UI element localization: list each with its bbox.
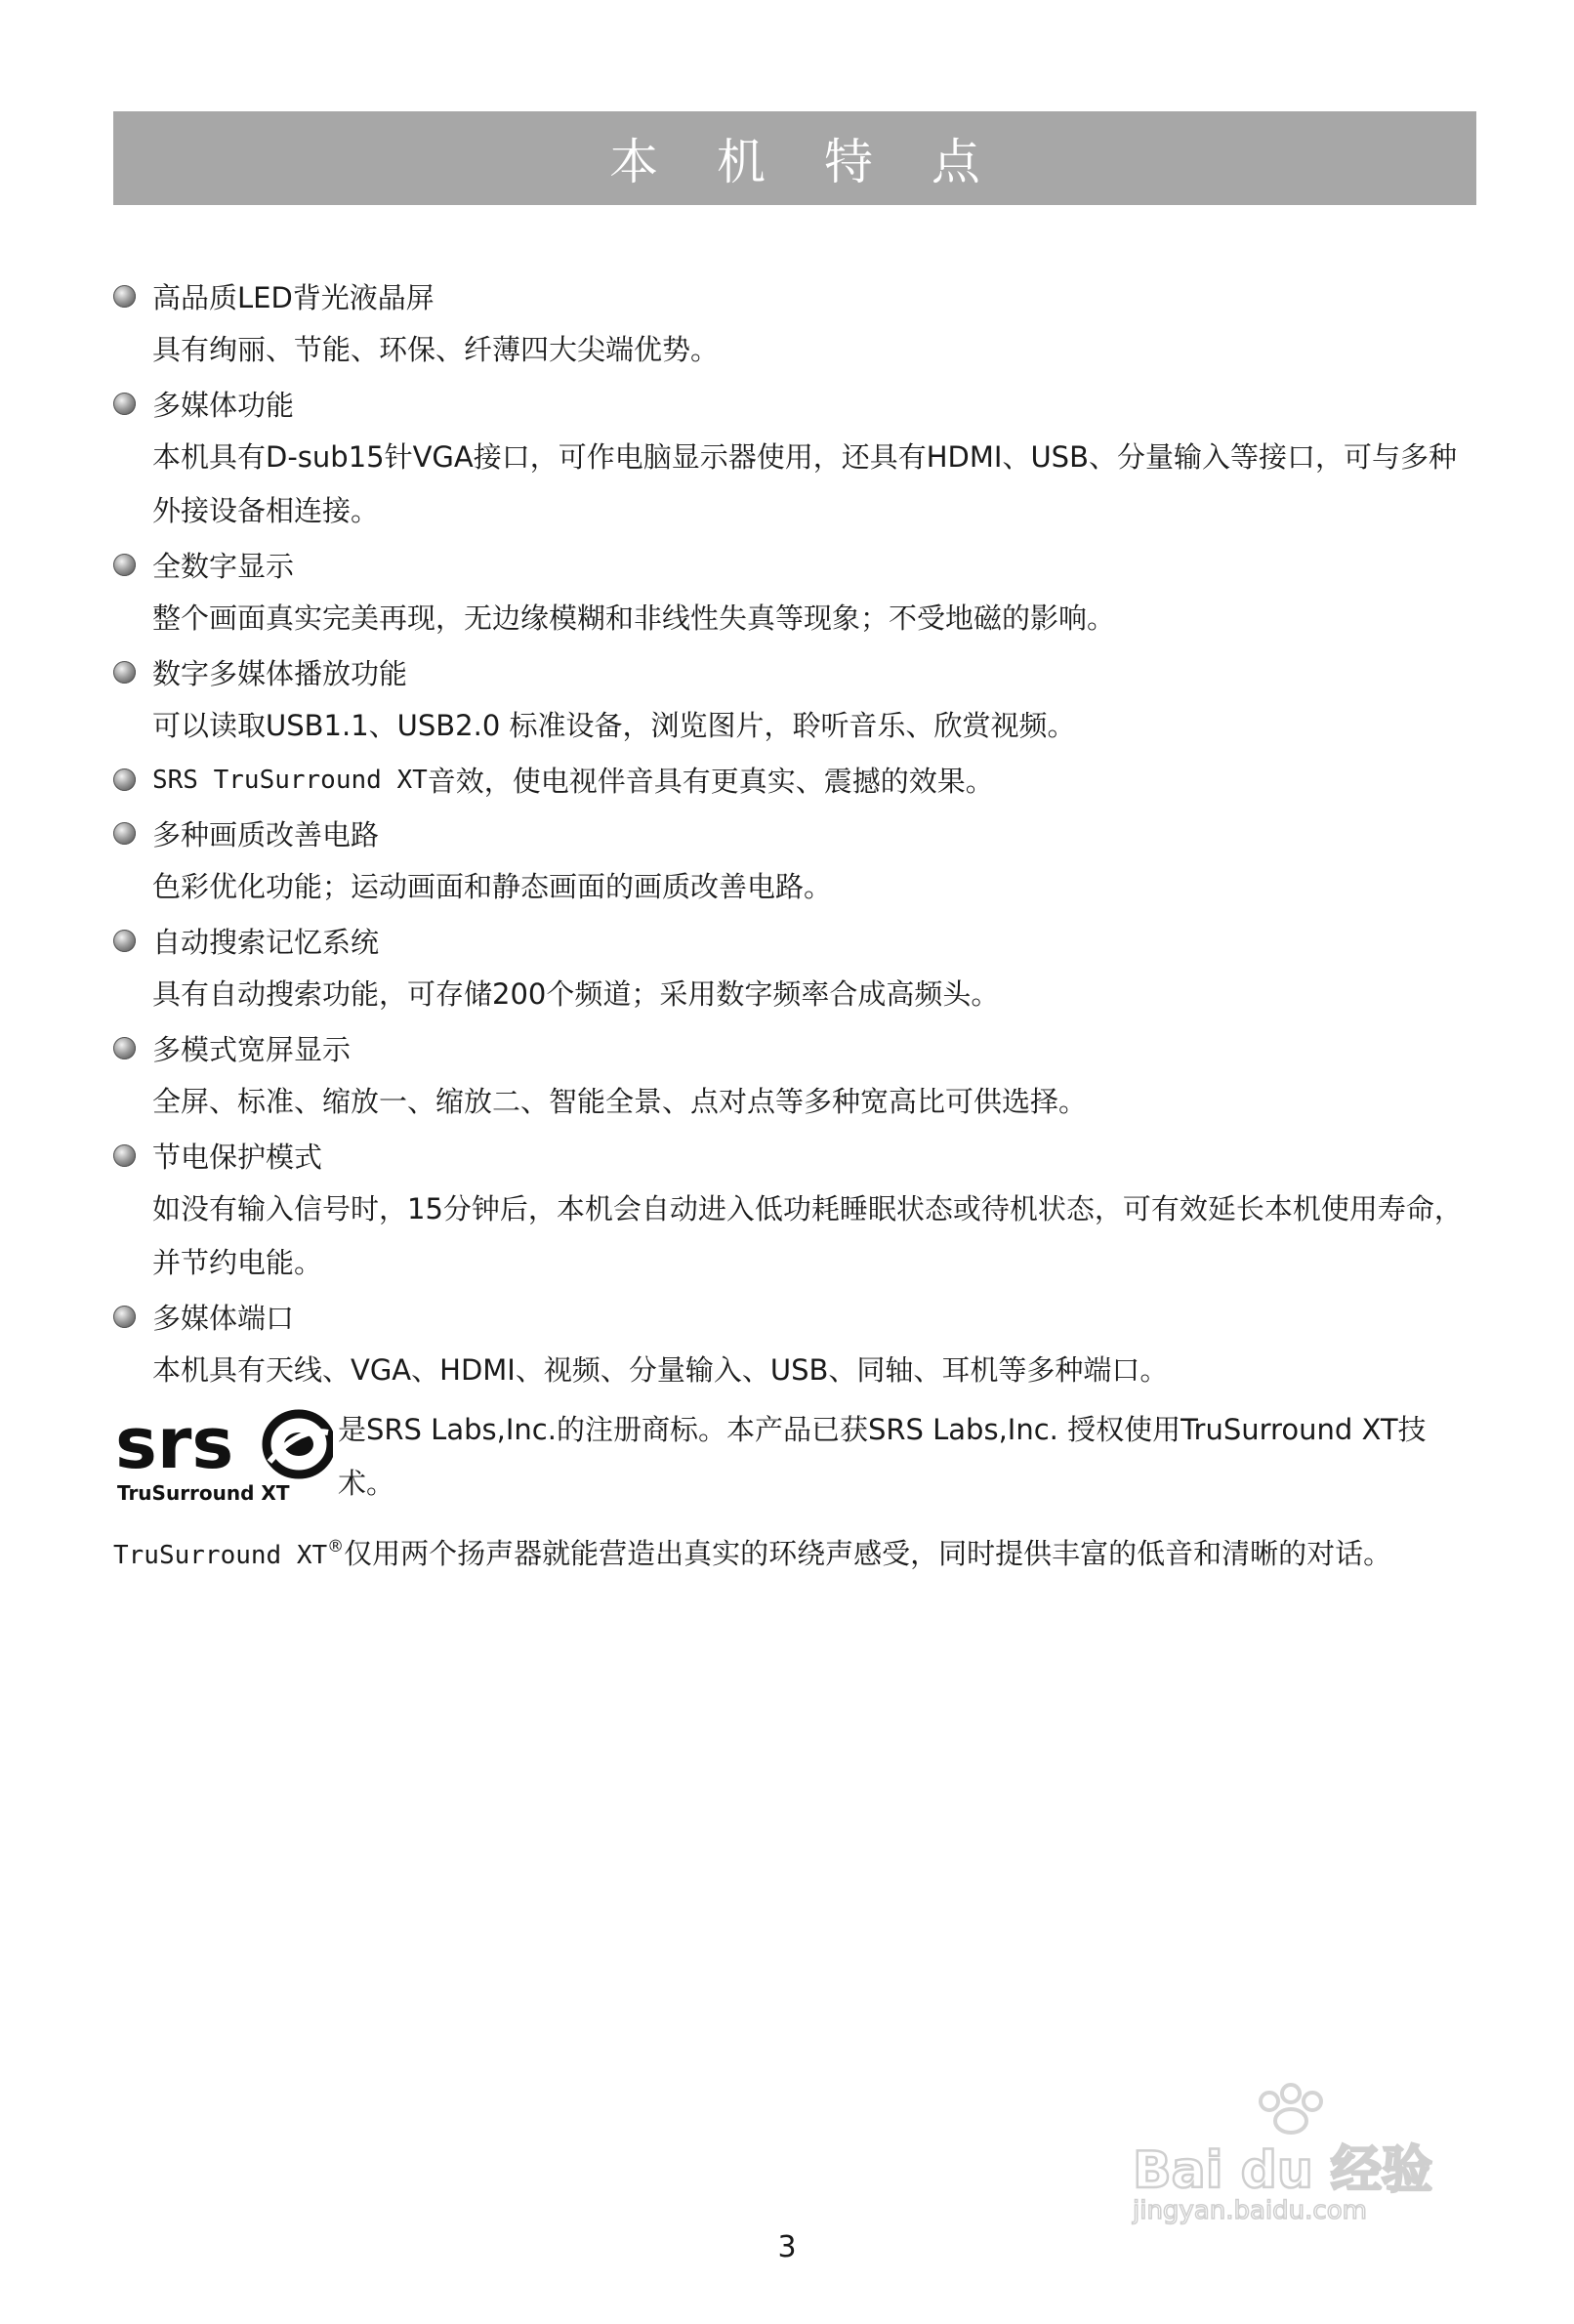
srs-logo-subtext: TruSurround XT [117,1481,290,1505]
bullet-icon [113,285,136,308]
feature-heading: 自动搜索记忆系统 [152,926,380,959]
feature-body: 本机具有D-sub15针VGA接口，可作电脑显示器使用，还具有HDMI、USB、分量输入等接口，可与多种外接设备相连接。 [152,440,1457,527]
feature-body: 如没有输入信号时，15分钟后，本机会自动进入低功耗睡眠状态或待机状态，可有效延长本机使用寿命，并节约电能。 [152,1192,1463,1279]
srs-trademark-text: 是SRS Labs,Inc.的注册商标。本产品已获SRS Labs,Inc. 授权使用TruSurround XT技术。 [338,1413,1427,1500]
bullet-icon [113,661,136,684]
baidu-watermark [1123,2080,1513,2226]
watermark-brand: Bai du 经验 [1133,2141,1432,2200]
list-item [113,807,1480,914]
srs-logo [113,1407,333,1505]
srs-notice [113,1403,1480,1511]
paw-icon [1261,2085,1321,2133]
trusurround-line [113,1520,1480,1583]
trusurround-text: 仅用两个扬声器就能营造出真实的环绕声感受，同时提供丰富的低音和清晰的对话。 [344,1537,1392,1570]
list-item [113,753,1480,807]
feature-heading: 多媒体功能 [152,389,295,422]
page-title: 本 机 特 点 [609,134,1002,190]
feature-body: 色彩优化功能；运动画面和静态画面的画质改善电路。 [152,870,833,903]
feature-body: 整个画面真实完美再现，无边缘模糊和非线性失真等现象；不受地磁的影响。 [152,602,1116,635]
bullet-icon [113,1306,136,1328]
bullet-icon [113,1037,136,1059]
feature-heading: 数字多媒体播放功能 [152,657,408,690]
list-item [113,914,1480,1021]
feature-body: 具有绚丽、节能、环保、纤薄四大尖端优势。 [152,333,720,366]
list-item [113,645,1480,753]
feature-heading: 音效，使电视伴音具有更真实、震撼的效果。 [427,765,994,798]
list-item [113,538,1480,645]
feature-body: 全屏、标准、缩放一、缩放二、智能全景、点对点等多种宽高比可供选择。 [152,1085,1088,1118]
list-item [113,1290,1480,1397]
feature-heading: 全数字显示 [152,550,295,583]
feature-heading: 多种画质改善电路 [152,818,380,851]
feature-body: 具有自动搜索功能，可存储200个频道；采用数字频率合成高频头。 [152,977,1000,1011]
srs-swirl-icon [267,1414,331,1474]
feature-heading: 节电保护模式 [152,1141,323,1174]
bullet-icon [113,930,136,952]
bullet-icon [113,768,136,791]
list-item [113,377,1480,538]
list-item [113,1129,1480,1290]
feature-body: 可以读取USB1.1、USB2.0 标准设备，浏览图片，聆听音乐、欣赏视频。 [152,709,1076,742]
registered-mark: ® [327,1537,345,1556]
trusurround-prefix: TruSurround XT [113,1541,328,1570]
bullet-icon [113,822,136,845]
feature-heading: 多模式宽屏显示 [152,1033,352,1066]
title-banner [113,111,1476,205]
feature-heading-mono: SRS TruSurround XT [152,765,428,795]
page-number: 3 [777,2230,797,2264]
feature-heading: 多媒体端口 [152,1302,295,1335]
bullet-icon [113,1144,136,1167]
bullet-icon [113,393,136,415]
list-item [113,270,1480,377]
bullet-icon [113,554,136,576]
srs-logo-text: srs [115,1407,234,1484]
watermark-url: jingyan.baidu.com [1133,2196,1367,2225]
feature-list [113,270,1480,1583]
feature-body: 本机具有天线、VGA、HDMI、视频、分量输入、USB、同轴、耳机等多种端口。 [152,1353,1169,1387]
feature-heading: 高品质LED背光液晶屏 [152,281,435,314]
list-item [113,1021,1480,1129]
